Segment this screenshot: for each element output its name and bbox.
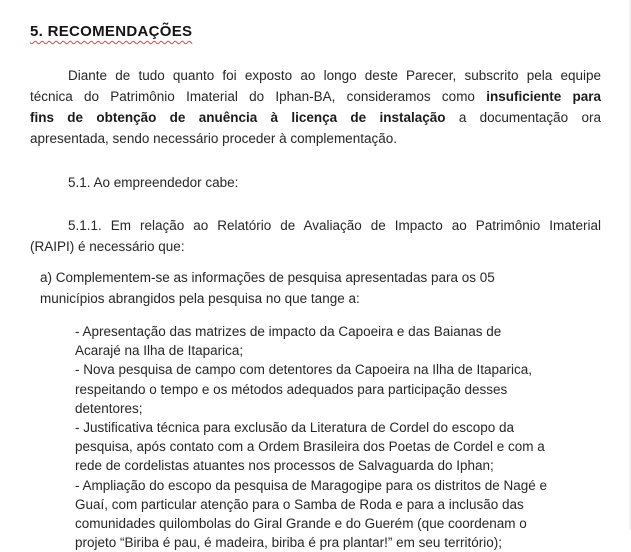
paragraph-line: a) Complementem-se as informações de pesquisa apresentadas para os 05 [40,270,495,285]
item-a-paragraph [40,267,601,309]
bullet-line: detentores; [75,400,143,416]
section-heading-text: 5. RECOMENDAÇÕES [30,23,193,40]
bullet-list [75,322,601,552]
bold-text-segment: fins de obtenção de anuência à licença de instalação [30,110,446,125]
bullet-line: - Nova pesquisa de campo com detentores da Capoeira na Ilha de Itaparica, [75,362,533,378]
text-segment: a documentação ora [445,110,601,125]
bullet-line: - Apresentação das matrizes de impacto da Capoeira e das Baianas de [75,324,502,339]
bullet-line: projeto “Biriba é pau, é madeira, biriba é pra plantar!” em seu território); [75,535,502,551]
paragraph-line: Diante de tudo quanto foi exposto ao longo deste Parecer, subscrito pela equipe [68,68,601,83]
bullet-line: pesquisa, após contato com a Ordem Brasileira dos Poetas de Cordel e com a [75,439,545,455]
bullet-line: - Justificativa técnica para exclusão da Literatura de Cordel do escopo da [75,420,515,436]
bullet-line: rede de cordelistas atuantes nos processos de Salvaguarda do Iphan; [75,458,494,474]
paragraph-line: municípios abrangidos pela pesquisa no que tange a: [40,291,360,306]
paragraph-line: apresentada, sendo necessário proceder à complementação. [30,131,397,146]
paragraph-line: (RAIPI) é necessário que: [30,239,185,254]
bullet-line: Guaí, com particular atenção para o Samba de Roda e para a inclusão das [75,496,524,512]
paragraph-line [30,107,601,128]
text-segment: técnica do Patrimônio Imaterial do Iphan-BA, consideramos como [30,89,487,104]
bold-text-segment: insuficiente para [486,89,601,104]
section-5-1-1-paragraph [30,215,601,257]
bullet-line: comunidades quilombolas do Giral Grande e do Guerém (que coordenam o [75,516,527,532]
intro-paragraph [30,65,601,149]
bullet-line: - Ampliação do escopo da pesquisa de Maragogipe para os distritos de Nagé e [75,477,548,493]
paragraph-line [30,86,601,107]
bullet-line: Acarajé na Ilha de Itaparica; [75,343,244,359]
bullet-line: respeitando o tempo e os métodos adequados para participação desses [75,381,508,397]
paragraph-line: 5.1.1. Em relação ao Relatório de Avaliação de Impacto ao Patrimônio Imaterial [68,218,601,233]
section-heading [30,21,601,42]
section-5-1-heading: 5.1. Ao empreendedor cabe: [68,175,239,190]
